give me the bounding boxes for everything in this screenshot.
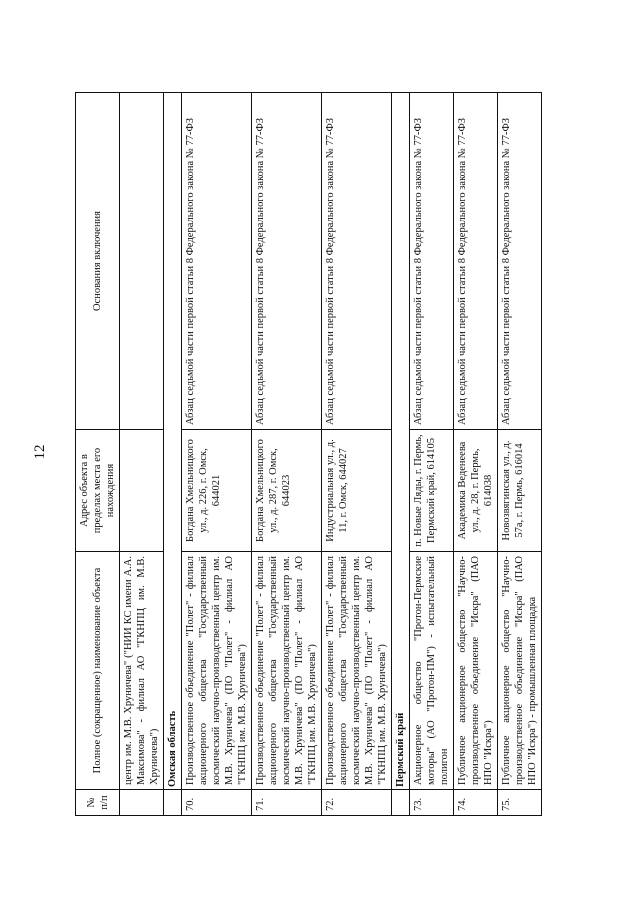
cell-basis: Абзац седьмой части первой статьи 8 Федерального закона № 77-ФЗ (454, 93, 498, 430)
cell-num: 73. (410, 790, 454, 816)
table-row (454, 93, 498, 816)
table-row (410, 93, 454, 816)
cell-name: Публичное акционерное общество "Научно-производственное объединение "Искра" (ПАО НПО "Искра") - промышленная площадка (498, 552, 542, 790)
header-name: Полное (сокращенное) наименование объекта (76, 552, 120, 790)
table-header-row (76, 93, 120, 816)
header-address: Адрес объекта в пределах места его нахождения (76, 430, 120, 552)
cell-basis: Абзац седьмой части первой статьи 8 Федерального закона № 77-ФЗ (410, 93, 454, 430)
rotated-table-area (75, 93, 538, 816)
continuation-num (120, 790, 164, 816)
region-row (392, 93, 410, 816)
cell-name: Производственное объединение "Полет" - филиал акционерного общества "Государственный космический научно-производственный центр им. М.В. Хруничева" (ПО "Полет" - филиал АО "ГКНПЦ им. М.В. Хруничева") (252, 552, 322, 790)
region-title: Омская область (164, 93, 182, 790)
cell-basis: Абзац седьмой части первой статьи 8 Федерального закона № 77-ФЗ (252, 93, 322, 430)
cell-name: Публичное акционерное общество "Научно-производственное объединение "Искра" (ПАО НПО "Искра") (454, 552, 498, 790)
cell-name: Производственное объединение "Полет" - филиал акционерного общества "Государственный космический научно-производственный центр им. М.В. Хруничева" (ПО "Полет" - филиал АО "ГКНПЦ им. М.В. Хруничева") (322, 552, 392, 790)
cell-address: п. Новые Ляды, г. Пермь, Пермский край, 614105 (410, 430, 454, 552)
cell-address: Богдана Хмельницкого ул., д. 287, г. Омск, 644023 (252, 430, 322, 552)
continuation-address (120, 430, 164, 552)
cell-num: 75. (498, 790, 542, 816)
table-row (182, 93, 252, 816)
header-num: № п/п (76, 790, 120, 816)
cell-num: 71. (252, 790, 322, 816)
cell-num: 72. (322, 790, 392, 816)
cell-num: 74. (454, 790, 498, 816)
cell-name: Производственное объединение "Полет" - филиал акционерного общества "Государственный космический научно-производственный центр им. М.В. Хруничева" (ПО "Полет" - филиал АО "ГКНПЦ им. М.В. Хруничева") (182, 552, 252, 790)
cell-address: Академика Веденеева ул., д. 28, г. Пермь, 614038 (454, 430, 498, 552)
continuation-row (120, 93, 164, 816)
continuation-basis (120, 93, 164, 430)
cell-address: Новозвягинская ул., д. 57а, г. Пермь, 616014 (498, 430, 542, 552)
region-spacer (392, 790, 410, 816)
objects-table (75, 92, 542, 816)
region-spacer (164, 790, 182, 816)
table-row (322, 93, 392, 816)
cell-basis: Абзац седьмой части первой статьи 8 Федерального закона № 77-ФЗ (322, 93, 392, 430)
table-row (498, 93, 542, 816)
cell-address: Богдана Хмельницкого ул., д. 226, г. Омск, 644021 (182, 430, 252, 552)
region-row (164, 93, 182, 816)
table-row (252, 93, 322, 816)
header-basis: Основания включения (76, 93, 120, 430)
cell-name: Акционерное общество "Протон-Пермские моторы" (АО "Протон-ПМ") - испытательный полигон (410, 552, 454, 790)
region-title: Пермский край (392, 93, 410, 790)
cell-num: 70. (182, 790, 252, 816)
cell-basis: Абзац седьмой части первой статьи 8 Федерального закона № 77-ФЗ (182, 93, 252, 430)
cell-address: Индустриальная ул., д. 11, г. Омск, 644027 (322, 430, 392, 552)
page-number: 12 (32, 444, 48, 460)
continuation-name: центр им. М.В. Хруничева" ("НИИ КС имени А.А. Максимова" - филиал АО "ГКНПЦ им. М.В. Хруничева") (120, 552, 164, 790)
cell-basis: Абзац седьмой части первой статьи 8 Федерального закона № 77-ФЗ (498, 93, 542, 430)
